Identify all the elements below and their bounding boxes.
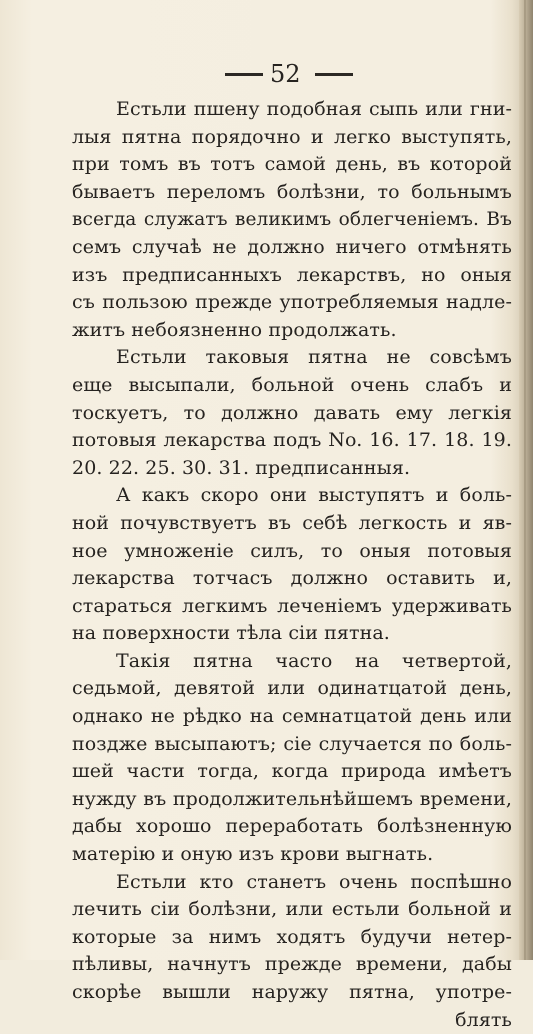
text-line: съ пользою прежде употребляемыя надле- — [72, 291, 512, 314]
text-line: лыя пятна порядочно и легко выступять, — [72, 125, 512, 148]
text-line: изъ предписанныхъ лекарствъ, но оныя — [72, 263, 512, 286]
text-line: Естьли пшену подобная сыпь или гни- — [116, 98, 512, 120]
text-line: житъ небоязненно продолжать. — [72, 318, 397, 341]
text-line: дабы хорошо переработать болѣзненную — [72, 815, 512, 838]
text-line: которые за нимъ ходятъ будучи нетер- — [72, 925, 512, 948]
text-line: нужду въ продолжительнѣйшемъ времени, — [72, 787, 512, 810]
book-fold-edge — [519, 0, 533, 960]
text-line: однако не рѣдко на семнатцатой день или — [72, 705, 512, 728]
header-rule-left — [225, 73, 263, 76]
text-line: семъ случаѣ не должно ничего отмѣнять — [72, 235, 512, 258]
text-line: скорѣе вышли наружу пятна, употре- — [72, 981, 512, 1003]
text-line: еще высыпали, больной очень слабъ и — [72, 373, 512, 396]
text-line: Естьли кто станетъ очень поспѣшно — [116, 870, 512, 893]
text-line: Такiя пятна часто на четвертой, — [116, 649, 512, 672]
page-number: 52 — [270, 60, 301, 88]
body-text — [72, 96, 512, 1034]
text-line: поздже высыпаютъ; сiе случается по боль- — [72, 732, 512, 755]
text-line: при томъ въ тотъ самой день, въ которой — [72, 153, 512, 176]
text-line: 20. 22. 25. 30. 31. предписанныя. — [72, 456, 411, 479]
text-line: всегда служатъ великимъ облегченiемъ. Въ — [72, 209, 512, 231]
text-line: седьмой, девятой или одинатцатой день, — [72, 677, 512, 700]
text-line: матерiю и оную изъ крови выгнать. — [72, 843, 434, 866]
text-line: пѣливы, начнутъ прежде времени, дабы — [72, 953, 512, 976]
text-line: лекарства тотчасъ должно оставить и, — [72, 567, 512, 590]
text-line: ное умноженiе силъ, то оныя потовыя — [72, 539, 512, 562]
catchword: блять — [455, 1008, 512, 1031]
header-rule-right — [315, 73, 353, 76]
text-line: на поверхности тѣла сiи пятна. — [72, 622, 390, 645]
text-line: бываетъ переломъ болѣзни, то больнымъ — [72, 180, 512, 203]
text-line: стараться легкимъ леченiемъ удерживать — [72, 594, 512, 617]
page-header — [0, 60, 533, 90]
text-line: шей части тогда, когда природа имѣетъ — [72, 760, 512, 783]
text-line: Естьли таковыя пятна не совсѣмъ — [116, 346, 512, 369]
text-line: потовыя лекарства подъ No. 16. 17. 18. 19. — [72, 429, 512, 452]
text-line: А какъ скоро они выступятъ и боль- — [116, 484, 512, 507]
text-line: лечить сiи болѣзни, или естьли больной и — [72, 898, 512, 921]
text-line: тоскуетъ, то должно давать ему легкiя — [72, 401, 512, 424]
text-line: ной почувствуетъ въ себѣ легкость и яв- — [72, 511, 512, 534]
